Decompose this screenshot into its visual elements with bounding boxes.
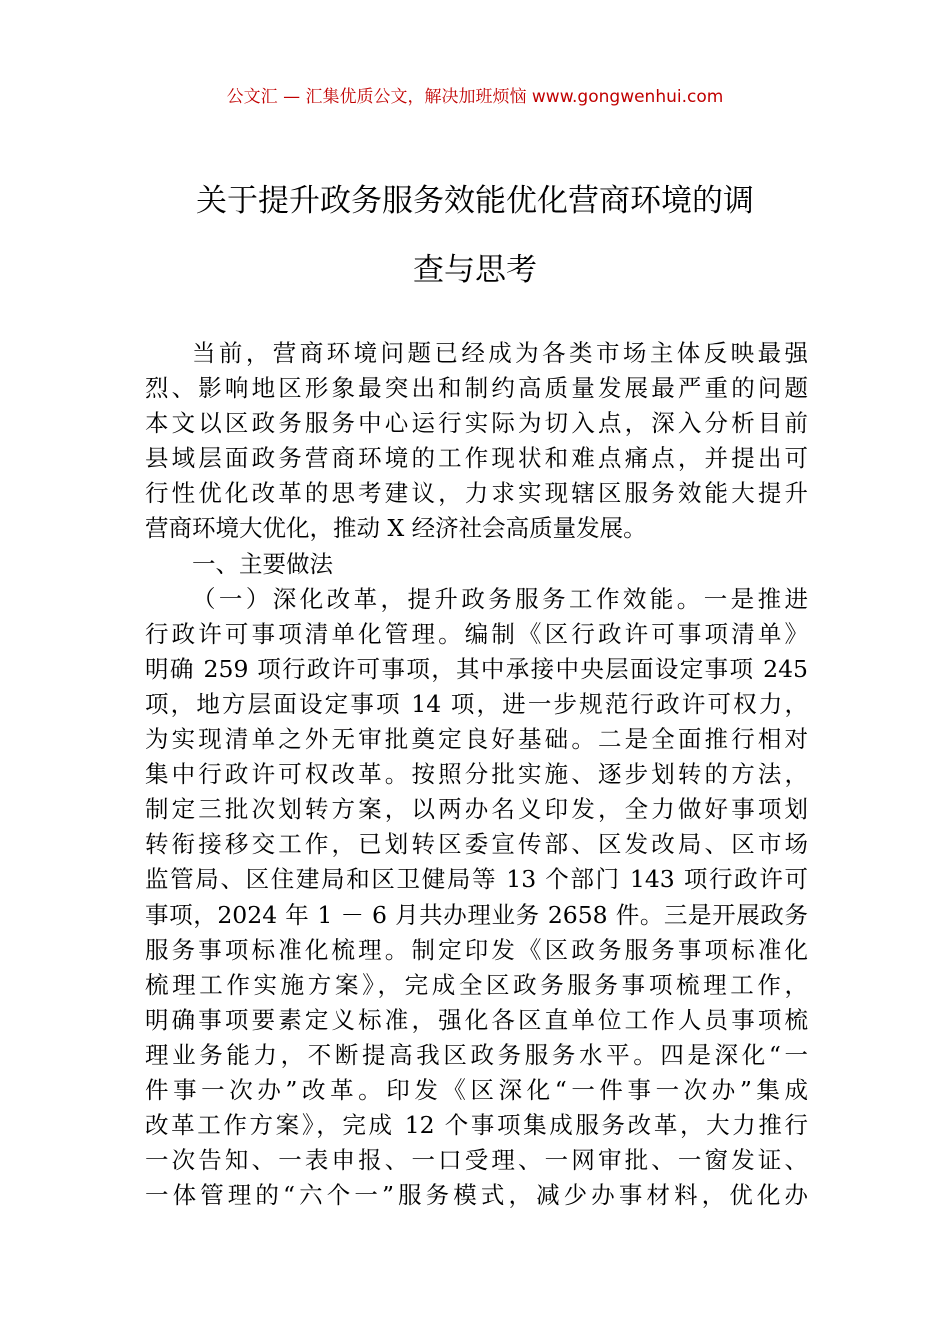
- document-body: [145, 336, 808, 1213]
- paragraph-line: 服务事项标准化梳理。制定印发《区政务服务事项标准化: [145, 935, 808, 964]
- paragraph-line: 烈、影响地区形象最突出和制约高质量发展最严重的问题: [145, 374, 808, 403]
- paragraph-line: 一体管理的“六个一”服务模式，减少办事材料，优化办: [145, 1181, 808, 1210]
- paragraph-line: 本文以区政务服务中心运行实际为切入点，深入分析目前: [145, 409, 808, 438]
- paragraph-line: 改革工作方案》，完成 12 个事项集成服务改革，大力推行: [145, 1111, 808, 1140]
- paragraph-line: 项，地方层面设定事项 14 项，进一步规范行政许可权力，: [145, 689, 808, 718]
- paragraph-line: 明确事项要素定义标准，强化各区直单位工作人员事项梳: [145, 1005, 808, 1034]
- paragraph-line: 事项，2024 年 1 － 6 月共办理业务 2658 件。三是开展政务: [145, 900, 808, 929]
- site-banner: 公文汇 — 汇集优质公文，解决加班烦恼 www.gongwenhui.com: [226, 87, 724, 107]
- paragraph-line: 梳理工作实施方案》，完成全区政务服务事项梳理工作，: [145, 970, 808, 999]
- paragraph-line: 监管局、区住建局和区卫健局等 13 个部门 143 项行政许可: [145, 865, 808, 894]
- paragraph-line: （一）深化改革，提升政务服务工作效能。一是推进: [192, 584, 808, 613]
- paragraph-line: 县域层面政务营商环境的工作现状和难点痛点，并提出可: [145, 444, 808, 473]
- paragraph-line: 为实现清单之外无审批奠定良好基础。二是全面推行相对: [145, 725, 808, 754]
- paragraph-line: 件事一次办”改革。印发《区深化“一件事一次办”集成: [145, 1075, 808, 1104]
- paragraph-line: 制定三批次划转方案，以两办名义印发，全力做好事项划: [145, 795, 808, 824]
- paragraph-line: 一次告知、一表申报、一口受理、一网审批、一窗发证、: [145, 1146, 808, 1175]
- paragraph-line: 行政许可事项清单化管理。编制《区行政许可事项清单》: [145, 619, 808, 648]
- section-heading: 一、主要做法: [192, 549, 333, 578]
- paragraph-line: 当前，营商环境问题已经成为各类市场主体反映最强: [192, 339, 808, 367]
- paragraph-line: 明确 259 项行政许可事项，其中承接中央层面设定事项 245: [145, 654, 808, 683]
- document-title-line-1: 关于提升政务服务效能优化营商环境的调: [196, 183, 754, 219]
- paragraph-line: 理业务能力，不断提高我区政务服务水平。四是深化“一: [145, 1040, 808, 1069]
- paragraph-line: 集中行政许可权改革。按照分批实施、逐步划转的方法，: [145, 760, 808, 789]
- paragraph-line: 转衔接移交工作，已划转区委宣传部、区发改局、区市场: [145, 830, 808, 859]
- document-title-line-2: 查与思考: [413, 252, 537, 288]
- paragraph-line: 营商环境大优化，推动 X 经济社会高质量发展。: [145, 514, 647, 543]
- paragraph-line: 行性优化改革的思考建议，力求实现辖区服务效能大提升: [145, 479, 808, 508]
